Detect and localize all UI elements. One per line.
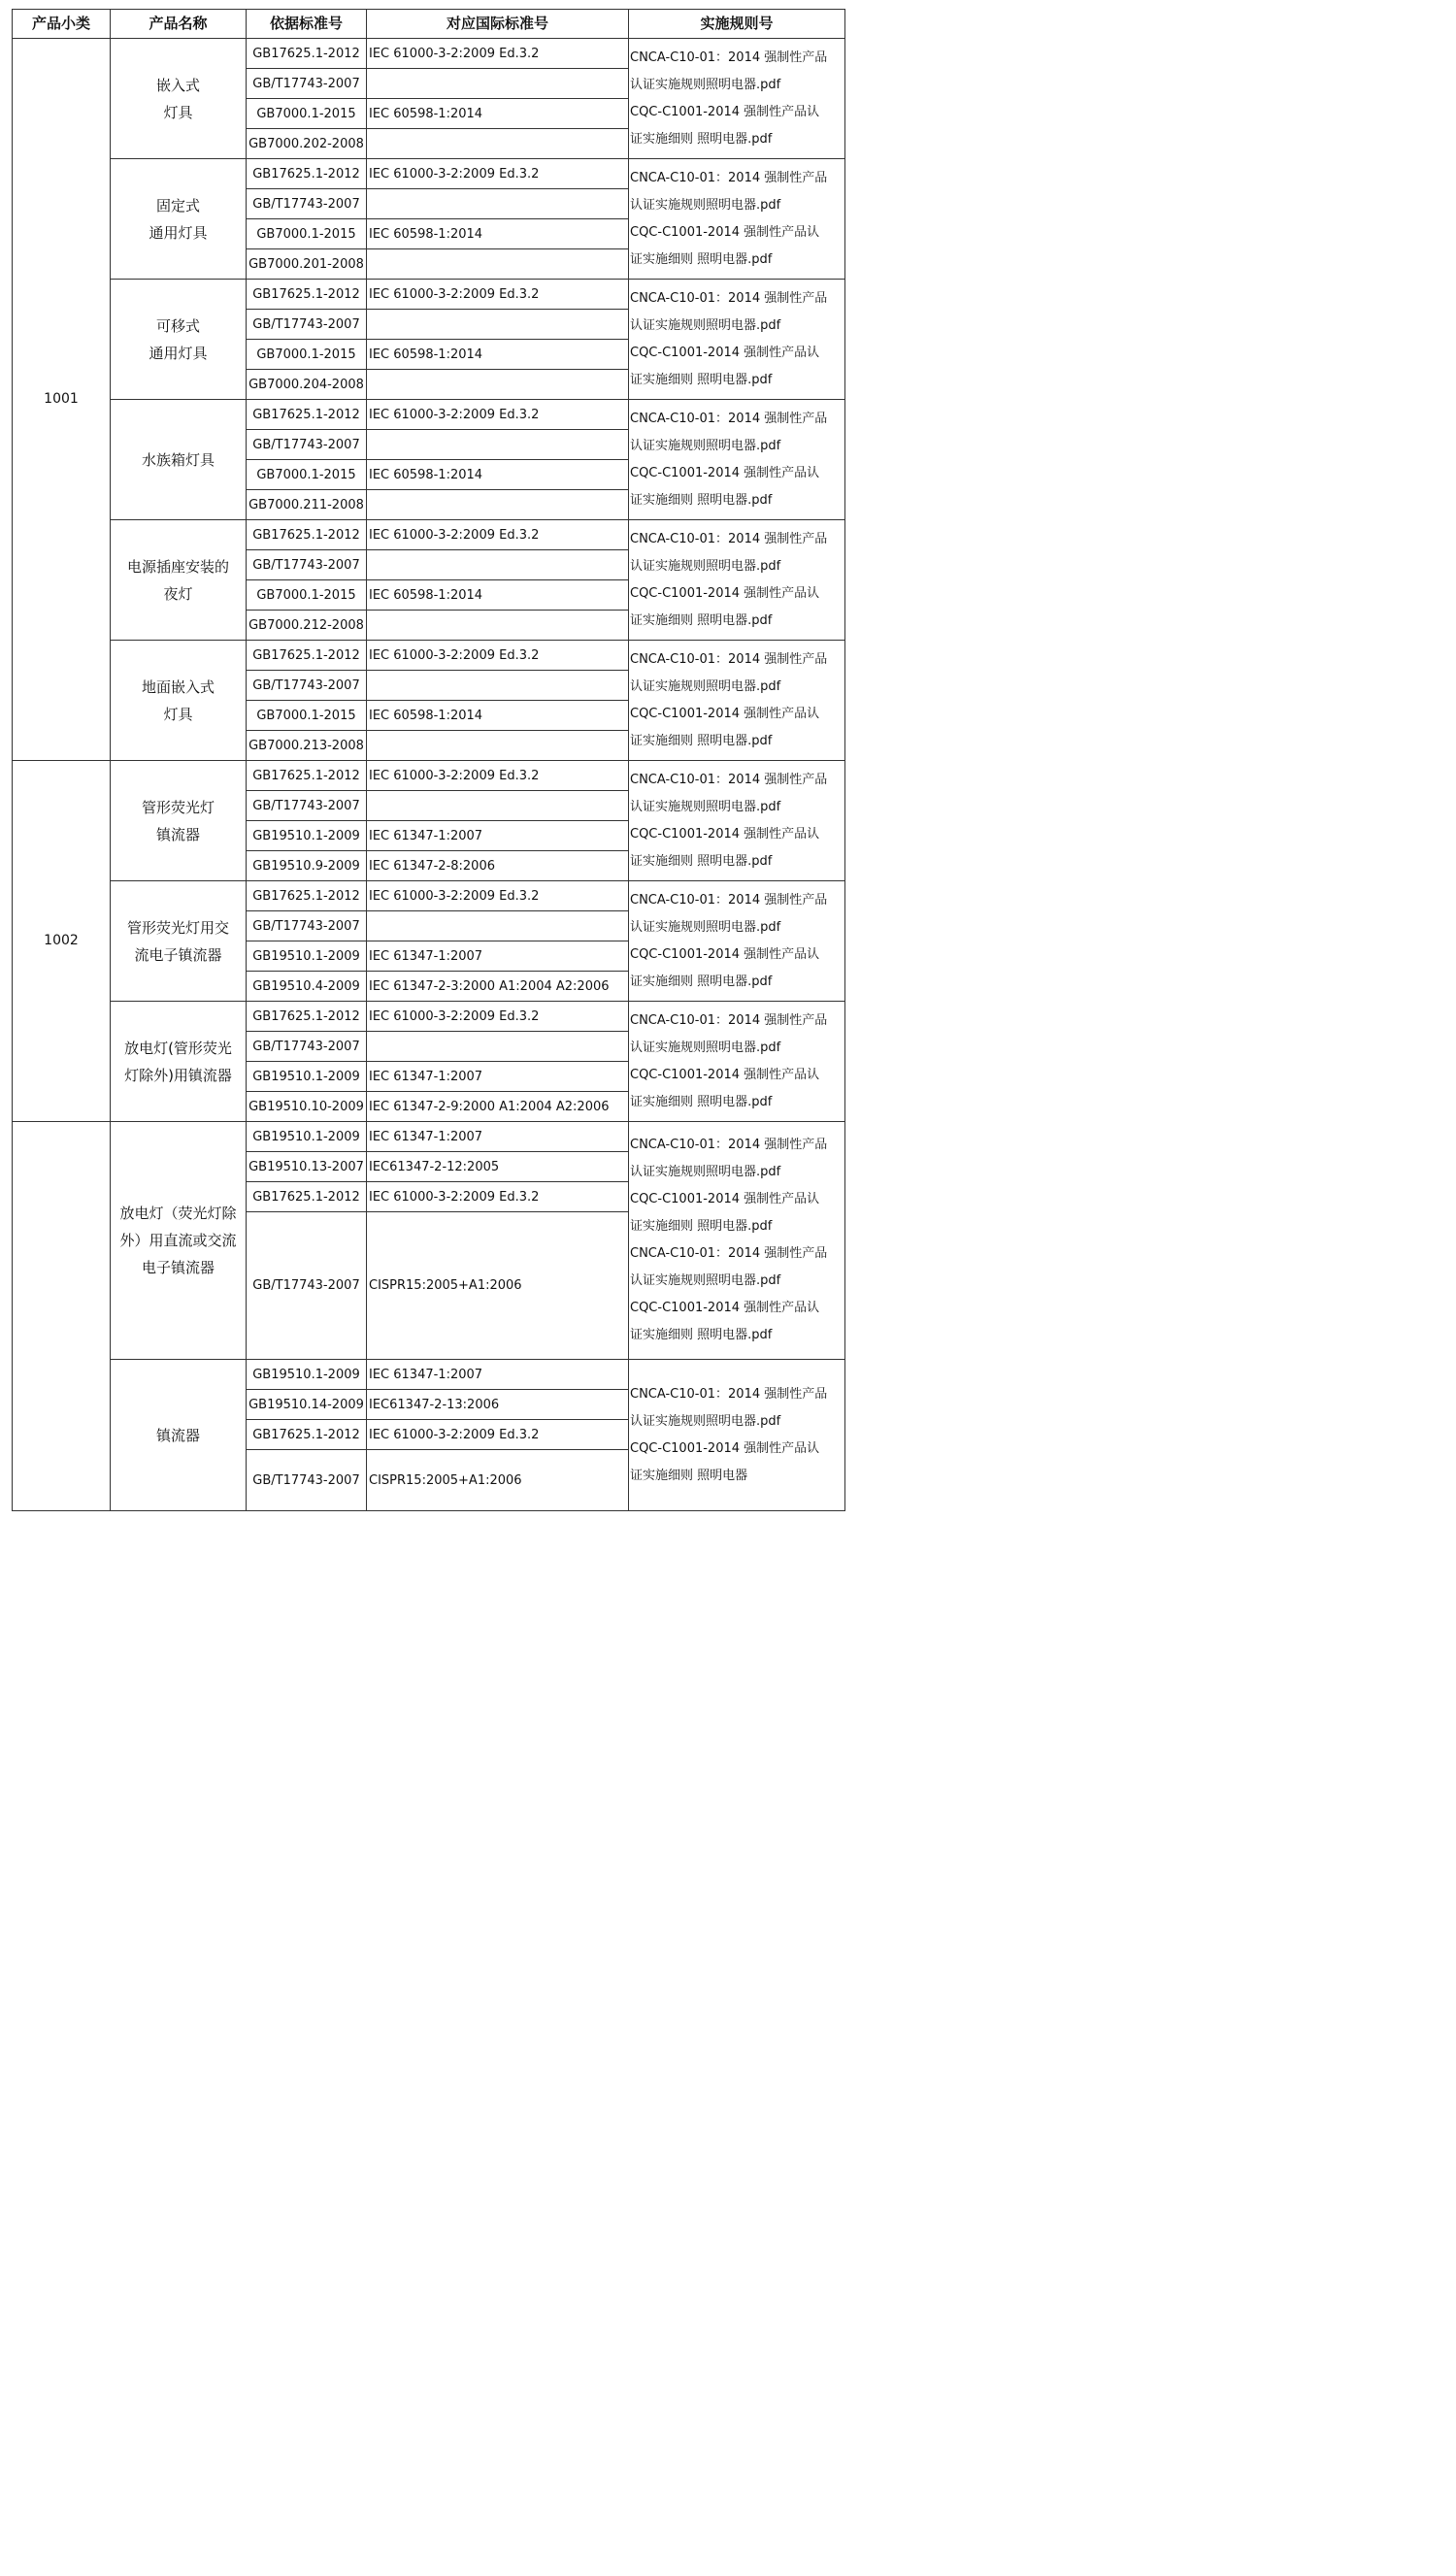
gb-standard-cell: GB17625.1-2012: [247, 520, 367, 550]
gb-standard-cell: GB7000.211-2008: [247, 490, 367, 520]
rule-cell: CNCA-C10-01：2014 强制性产品 认证实施规则照明电器.pdf CQC-C1001-2014 强制性产品认 证实施细则 照明电器.pdf: [629, 641, 845, 761]
gb-standard-cell: GB/T17743-2007: [247, 791, 367, 821]
iec-standard-cell: [367, 671, 629, 701]
gb-standard-cell: GB/T17743-2007: [247, 1212, 367, 1360]
rule-cell: CNCA-C10-01：2014 强制性产品 认证实施规则照明电器.pdf CQC-C1001-2014 强制性产品认 证实施细则 照明电器.pdf: [629, 1002, 845, 1122]
iec-standard-cell: [367, 370, 629, 400]
iec-standard-cell: IEC 61000-3-2:2009 Ed.3.2: [367, 39, 629, 69]
product-name-cell: 嵌入式 灯具: [111, 39, 247, 159]
gb-standard-cell: GB/T17743-2007: [247, 430, 367, 460]
gb-standard-cell: GB17625.1-2012: [247, 400, 367, 430]
rule-cell: CNCA-C10-01：2014 强制性产品 认证实施规则照明电器.pdf CQC-C1001-2014 强制性产品认 证实施细则 照明电器.pdf: [629, 761, 845, 881]
iec-standard-cell: IEC 61347-1:2007: [367, 1122, 629, 1152]
iec-standard-cell: IEC 60598-1:2014: [367, 460, 629, 490]
iec-standard-cell: IEC 60598-1:2014: [367, 340, 629, 370]
header-gb-standard: 依据标准号: [247, 10, 367, 39]
gb-standard-cell: GB19510.1-2009: [247, 1122, 367, 1152]
product-name-cell: 放电灯(管形荧光 灯除外)用镇流器: [111, 1002, 247, 1122]
header-product-name: 产品名称: [111, 10, 247, 39]
iec-standard-cell: IEC 60598-1:2014: [367, 99, 629, 129]
iec-standard-cell: [367, 490, 629, 520]
category-code-cell: 1001: [13, 39, 111, 761]
table-row: [13, 881, 845, 911]
standards-table: [12, 9, 845, 1511]
rule-cell: CNCA-C10-01：2014 强制性产品 认证实施规则照明电器.pdf CQC-C1001-2014 强制性产品认 证实施细则 照明电器: [629, 1360, 845, 1511]
table-row: [13, 159, 845, 189]
table-row: [13, 1360, 845, 1390]
table-row: [13, 280, 845, 310]
iec-standard-cell: IEC 61000-3-2:2009 Ed.3.2: [367, 1182, 629, 1212]
gb-standard-cell: GB/T17743-2007: [247, 310, 367, 340]
product-name-cell: 管形荧光灯 镇流器: [111, 761, 247, 881]
gb-standard-cell: GB17625.1-2012: [247, 1182, 367, 1212]
gb-standard-cell: GB7000.1-2015: [247, 460, 367, 490]
gb-standard-cell: GB19510.10-2009: [247, 1092, 367, 1122]
table-body: [13, 39, 845, 1511]
table-row: [13, 641, 845, 671]
gb-standard-cell: GB17625.1-2012: [247, 39, 367, 69]
product-name-cell: 固定式 通用灯具: [111, 159, 247, 280]
iec-standard-cell: IEC 61347-1:2007: [367, 1062, 629, 1092]
gb-standard-cell: GB17625.1-2012: [247, 280, 367, 310]
iec-standard-cell: IEC 60598-1:2014: [367, 219, 629, 249]
iec-standard-cell: IEC 61347-1:2007: [367, 941, 629, 972]
product-name-cell: 管形荧光灯用交 流电子镇流器: [111, 881, 247, 1002]
iec-standard-cell: IEC 61000-3-2:2009 Ed.3.2: [367, 520, 629, 550]
rule-cell: CNCA-C10-01：2014 强制性产品 认证实施规则照明电器.pdf CQC-C1001-2014 强制性产品认 证实施细则 照明电器.pdf: [629, 520, 845, 641]
table-row: [13, 761, 845, 791]
gb-standard-cell: GB/T17743-2007: [247, 1450, 367, 1511]
iec-standard-cell: [367, 249, 629, 280]
gb-standard-cell: GB/T17743-2007: [247, 189, 367, 219]
gb-standard-cell: GB7000.1-2015: [247, 701, 367, 731]
iec-standard-cell: [367, 310, 629, 340]
document-page: [0, 0, 861, 1520]
iec-standard-cell: [367, 69, 629, 99]
gb-standard-cell: GB19510.1-2009: [247, 941, 367, 972]
gb-standard-cell: GB17625.1-2012: [247, 881, 367, 911]
gb-standard-cell: GB19510.1-2009: [247, 821, 367, 851]
product-name-cell: 放电灯（荧光灯除 外）用直流或交流 电子镇流器: [111, 1122, 247, 1360]
iec-standard-cell: IEC 61000-3-2:2009 Ed.3.2: [367, 1002, 629, 1032]
gb-standard-cell: GB/T17743-2007: [247, 550, 367, 580]
gb-standard-cell: GB7000.201-2008: [247, 249, 367, 280]
rule-cell: CNCA-C10-01：2014 强制性产品 认证实施规则照明电器.pdf CQC-C1001-2014 强制性产品认 证实施细则 照明电器.pdf: [629, 881, 845, 1002]
iec-standard-cell: IEC 61000-3-2:2009 Ed.3.2: [367, 280, 629, 310]
product-name-cell: 水族箱灯具: [111, 400, 247, 520]
rule-cell: CNCA-C10-01：2014 强制性产品 认证实施规则照明电器.pdf CQC-C1001-2014 强制性产品认 证实施细则 照明电器.pdf: [629, 280, 845, 400]
gb-standard-cell: GB/T17743-2007: [247, 671, 367, 701]
product-name-cell: 可移式 通用灯具: [111, 280, 247, 400]
rule-cell: CNCA-C10-01：2014 强制性产品 认证实施规则照明电器.pdf CQC-C1001-2014 强制性产品认 证实施细则 照明电器.pdf: [629, 159, 845, 280]
table-row: [13, 400, 845, 430]
iec-standard-cell: [367, 550, 629, 580]
iec-standard-cell: IEC 61000-3-2:2009 Ed.3.2: [367, 400, 629, 430]
gb-standard-cell: GB/T17743-2007: [247, 1032, 367, 1062]
rule-cell: CNCA-C10-01：2014 强制性产品 认证实施规则照明电器.pdf CQC-C1001-2014 强制性产品认 证实施细则 照明电器.pdf: [629, 39, 845, 159]
gb-standard-cell: GB19510.13-2007: [247, 1152, 367, 1182]
iec-standard-cell: CISPR15:2005+A1:2006: [367, 1450, 629, 1511]
iec-standard-cell: IEC 61347-2-3:2000 A1:2004 A2:2006: [367, 972, 629, 1002]
header-rule: 实施规则号: [629, 10, 845, 39]
iec-standard-cell: IEC61347-2-12:2005: [367, 1152, 629, 1182]
gb-standard-cell: GB7000.213-2008: [247, 731, 367, 761]
category-code-cell: [13, 1122, 111, 1511]
gb-standard-cell: GB19510.9-2009: [247, 851, 367, 881]
gb-standard-cell: GB17625.1-2012: [247, 641, 367, 671]
iec-standard-cell: IEC 60598-1:2014: [367, 701, 629, 731]
product-name-cell: 电源插座安装的 夜灯: [111, 520, 247, 641]
gb-standard-cell: GB17625.1-2012: [247, 1002, 367, 1032]
gb-standard-cell: GB19510.1-2009: [247, 1062, 367, 1092]
gb-standard-cell: GB7000.212-2008: [247, 611, 367, 641]
gb-standard-cell: GB7000.1-2015: [247, 580, 367, 611]
iec-standard-cell: IEC 61000-3-2:2009 Ed.3.2: [367, 159, 629, 189]
iec-standard-cell: [367, 189, 629, 219]
iec-standard-cell: [367, 129, 629, 159]
iec-standard-cell: IEC61347-2-13:2006: [367, 1390, 629, 1420]
iec-standard-cell: IEC 61347-1:2007: [367, 821, 629, 851]
header-iec-standard: 对应国际标准号: [367, 10, 629, 39]
iec-standard-cell: IEC 61347-2-9:2000 A1:2004 A2:2006: [367, 1092, 629, 1122]
table-row: [13, 520, 845, 550]
iec-standard-cell: IEC 60598-1:2014: [367, 580, 629, 611]
iec-standard-cell: [367, 791, 629, 821]
gb-standard-cell: GB/T17743-2007: [247, 69, 367, 99]
gb-standard-cell: GB7000.204-2008: [247, 370, 367, 400]
category-code-cell: 1002: [13, 761, 111, 1122]
iec-standard-cell: IEC 61000-3-2:2009 Ed.3.2: [367, 1420, 629, 1450]
gb-standard-cell: GB/T17743-2007: [247, 911, 367, 941]
gb-standard-cell: GB7000.1-2015: [247, 99, 367, 129]
gb-standard-cell: GB19510.4-2009: [247, 972, 367, 1002]
gb-standard-cell: GB7000.1-2015: [247, 219, 367, 249]
product-name-cell: 地面嵌入式 灯具: [111, 641, 247, 761]
product-name-cell: 镇流器: [111, 1360, 247, 1511]
iec-standard-cell: IEC 61000-3-2:2009 Ed.3.2: [367, 641, 629, 671]
gb-standard-cell: GB17625.1-2012: [247, 1420, 367, 1450]
iec-standard-cell: [367, 1032, 629, 1062]
iec-standard-cell: [367, 911, 629, 941]
gb-standard-cell: GB7000.202-2008: [247, 129, 367, 159]
gb-standard-cell: GB17625.1-2012: [247, 761, 367, 791]
iec-standard-cell: [367, 731, 629, 761]
rule-cell: CNCA-C10-01：2014 强制性产品 认证实施规则照明电器.pdf CQC-C1001-2014 强制性产品认 证实施细则 照明电器.pdf: [629, 400, 845, 520]
rule-cell: CNCA-C10-01：2014 强制性产品 认证实施规则照明电器.pdf CQC-C1001-2014 强制性产品认 证实施细则 照明电器.pdf CNCA-C10-01：2014 强制性产品 认证实施规则照明电器.pdf CQC-C1001-2014 强制性产品认 证实施细则 照明电器.pdf: [629, 1122, 845, 1360]
header-row: [13, 10, 845, 39]
table-row: [13, 1002, 845, 1032]
iec-standard-cell: IEC 61347-1:2007: [367, 1360, 629, 1390]
iec-standard-cell: CISPR15:2005+A1:2006: [367, 1212, 629, 1360]
iec-standard-cell: IEC 61347-2-8:2006: [367, 851, 629, 881]
gb-standard-cell: GB19510.14-2009: [247, 1390, 367, 1420]
header-category: 产品小类: [13, 10, 111, 39]
iec-standard-cell: [367, 430, 629, 460]
table-row: [13, 1122, 845, 1152]
gb-standard-cell: GB17625.1-2012: [247, 159, 367, 189]
table-row: [13, 39, 845, 69]
iec-standard-cell: IEC 61000-3-2:2009 Ed.3.2: [367, 881, 629, 911]
iec-standard-cell: IEC 61000-3-2:2009 Ed.3.2: [367, 761, 629, 791]
gb-standard-cell: GB19510.1-2009: [247, 1360, 367, 1390]
gb-standard-cell: GB7000.1-2015: [247, 340, 367, 370]
iec-standard-cell: [367, 611, 629, 641]
